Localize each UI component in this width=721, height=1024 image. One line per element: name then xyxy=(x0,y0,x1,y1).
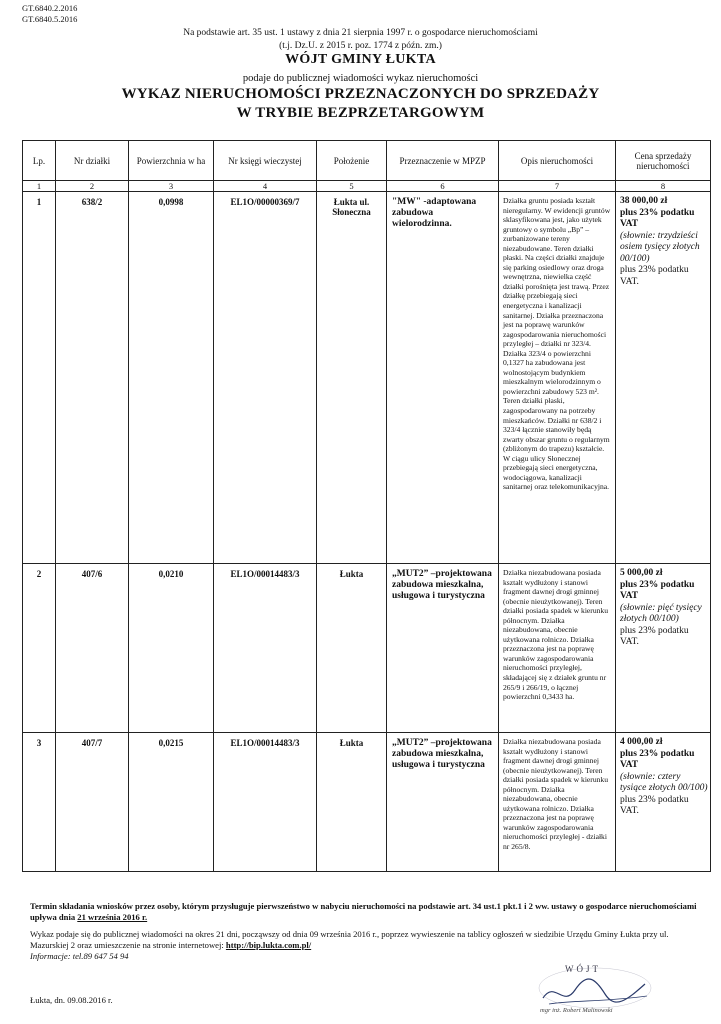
price-amount: 4 000,00 zł xyxy=(620,737,663,747)
official-stamp-title: WÓJT xyxy=(565,964,601,974)
row-location: Łukta ul. Słoneczna xyxy=(317,192,387,564)
row-lp: 3 xyxy=(23,733,56,872)
row-price xyxy=(616,564,711,733)
row-location: Łukta xyxy=(317,733,387,872)
row-parcel: 407/6 xyxy=(56,564,129,733)
column-header-purpose: Przeznaczenie w MPZP xyxy=(387,141,499,181)
column-header-price: Cena sprzedaży nieruchomości xyxy=(616,141,711,181)
row-area: 0,0998 xyxy=(129,192,214,564)
deadline-notice xyxy=(30,901,700,923)
document-subtitle: W TRYBIE BEZPRZETARGOWYM xyxy=(236,105,485,121)
row-location: Łukta xyxy=(317,564,387,733)
row-purpose: „MUT2” –projektowana zabudowa mieszkalna, usługowa i turystyczna xyxy=(387,564,499,733)
row-area: 0,0215 xyxy=(129,733,214,872)
row-purpose: „MUT2” –projektowana zabudowa mieszkalna, usługowa i turystyczna xyxy=(387,733,499,872)
price-in-words: (słownie: trzydzieści osiem tysięcy złotych 00/100) xyxy=(620,230,700,264)
row-price xyxy=(616,192,711,564)
column-number: 7 xyxy=(499,181,616,192)
row-land-register: EL1O/00014483/3 xyxy=(214,733,317,872)
price-vat: plus 23% podatku VAT xyxy=(620,207,695,229)
column-number: 5 xyxy=(317,181,387,192)
column-header-location: Położenie xyxy=(317,141,387,181)
row-land-register: EL1O/00014483/3 xyxy=(214,564,317,733)
property-list-table xyxy=(22,140,711,872)
notice-line: podaje do publicznej wiadomości wykaz nieruchomości xyxy=(242,73,479,84)
issuing-authority: WÓJT GMINY ŁUKTA xyxy=(285,52,436,67)
column-number: 3 xyxy=(129,181,214,192)
column-number: 8 xyxy=(616,181,711,192)
row-parcel: 407/7 xyxy=(56,733,129,872)
row-description: Działka niezabudowana posiada kształt wydłużony i stanowi fragment dawnej drogi gminnej (obecnie nieużytkowanej). Teren działki posiada spadek w kierunku północnym. Działka niezabudowana, obecnie użytkowana rolniczo. Działka przeznaczona jest na poprawę warunków zagospodarowania nieruchomości przyległej, składającej się z działek gruntu nr 265/9 i 266/19, o łącznej powierzchni 0,3433 ha. xyxy=(499,564,616,733)
row-parcel: 638/2 xyxy=(56,192,129,564)
row-area: 0,0210 xyxy=(129,564,214,733)
row-lp: 2 xyxy=(23,564,56,733)
price-in-words: (słownie: pięć tysięcy złotych 00/100) xyxy=(620,602,702,624)
column-number-row xyxy=(23,181,711,192)
column-number: 1 xyxy=(23,181,56,192)
column-header-parcel: Nr działki xyxy=(56,141,129,181)
column-header-description: Opis nieruchomości xyxy=(499,141,616,181)
legal-basis: Na podstawie art. 35 ust. 1 ustawy z dnia 21 sierpnia 1997 r. o gospodarce nieruchomościami xyxy=(183,28,538,38)
row-purpose: "MW" -adaptowana zabudowa wielorodzinna. xyxy=(387,192,499,564)
price-amount: 5 000,00 zł xyxy=(620,568,663,578)
price-vat-note: plus 23% podatku VAT. xyxy=(620,265,689,287)
row-land-register: EL1O/00000369/7 xyxy=(214,192,317,564)
price-vat: plus 23% podatku VAT xyxy=(620,748,695,770)
column-number: 4 xyxy=(214,181,317,192)
column-number: 2 xyxy=(56,181,129,192)
price-amount: 38 000,00 zł xyxy=(620,196,668,206)
document-title: WYKAZ NIERUCHOMOŚCI PRZEZNACZONYCH DO SPRZEDAŻY xyxy=(121,86,600,102)
publication-notice xyxy=(30,929,700,962)
document-references xyxy=(22,3,77,25)
row-description: Działka gruntu posiada kształt nieregularny. W ewidencji gruntów sklasyfikowana jest, jako użytek gruntowy o symbolu „Bp” – zurbanizowane tereny niezabudowane. Teren działki płaski. Na części działki znajduje się parking osiedlowy oraz droga wewnętrzna, niewielka część działki porośnięta jest trawą. Przez działkę przebiegają sieci energetyczna i kanalizacji sanitarnej. Działka przeznaczona jest na poprawę warunków zagospodarowania nieruchomości przyległej – działki nr 323/4. Działka 323/4 o powierzchni 0,1327 ha zabudowana jest wolnostojącym budynkiem mieszkalnym wielorodzinnym o powierzchni zabudowy 523 m². Teren działki płaski, zagospodarowany na potrzeby mieszkańców. Działki nr 638/2 i 323/4 łącznie stanowiły będą zwarty obszar gruntu o regularnym (zbliżonym do trapezu) kształcie. W ciągu ulicy Słonecznej przebiegają sieci energetyczna, wodociągowa, kanalizacji sanitarnej oraz telekomunikacyjna. xyxy=(499,192,616,564)
price-vat-note: plus 23% podatku VAT. xyxy=(620,794,689,816)
price-vat-note: plus 23% podatku VAT. xyxy=(620,625,689,647)
place-and-date: Łukta, dn. 09.08.2016 r. xyxy=(30,995,113,1005)
column-header-land-register: Nr księgi wieczystej xyxy=(214,141,317,181)
legal-basis-citation: (t.j. Dz.U. z 2015 r. poz. 1774 z późn. zm.) xyxy=(279,41,442,51)
column-header-area: Powierzchnia w ha xyxy=(129,141,214,181)
official-stamp-name: mgr inż. Robert Malinowski xyxy=(540,1007,613,1014)
table-row xyxy=(23,564,711,733)
table-row xyxy=(23,192,711,564)
column-header-lp: Lp. xyxy=(23,141,56,181)
publication-text: Wykaz podaje się do publicznej wiadomości na okres 21 dni, począwszy od dnia 09 września 2016 r., poprzez wywieszenie na tablicy ogłoszeń w siedzibie Urzędu Gminy Łukta przy ul. Mazurskiej 2 oraz umieszczenie na stronie internetowej: xyxy=(30,929,669,950)
website-link[interactable]: http://bip.lukta.com.pl/ xyxy=(225,940,312,950)
table-row xyxy=(23,733,711,872)
reference-number: GT.6840.2.2016 xyxy=(22,3,78,13)
row-price xyxy=(616,733,711,872)
price-in-words: (słownie: cztery tysiące złotych 00/100) xyxy=(620,771,708,793)
table-header-row xyxy=(23,141,711,181)
column-number: 6 xyxy=(387,181,499,192)
contact-info: Informacje: tel.89 647 54 94 xyxy=(30,951,129,961)
deadline-date: 21 września 2016 r. xyxy=(77,912,148,922)
reference-number: GT.6840.5.2016 xyxy=(22,14,78,24)
row-description: Działka niezabudowana posiada kształt wydłużony i stanowi fragment dawnej drogi gminnej (obecnie nieużytkowanej). Teren działki posiada spadek w kierunku północnym. Działka niezabudowana, obecnie użytkowana rolniczo. Działka przeznaczona jest na poprawę warunków zagospodarowania nieruchomości przyległej - działki nr 265/8. xyxy=(499,733,616,872)
deadline-text: Termin składania wniosków przez osoby, którym przysługuje pierwszeństwo w nabyciu nieruchomości na podstawie art. 34 ust.1 pkt.1 i 2 ww. ustawy o gospodarce nieruchomościami upływa dnia xyxy=(30,901,697,922)
row-lp: 1 xyxy=(23,192,56,564)
price-vat: plus 23% podatku VAT xyxy=(620,579,695,601)
